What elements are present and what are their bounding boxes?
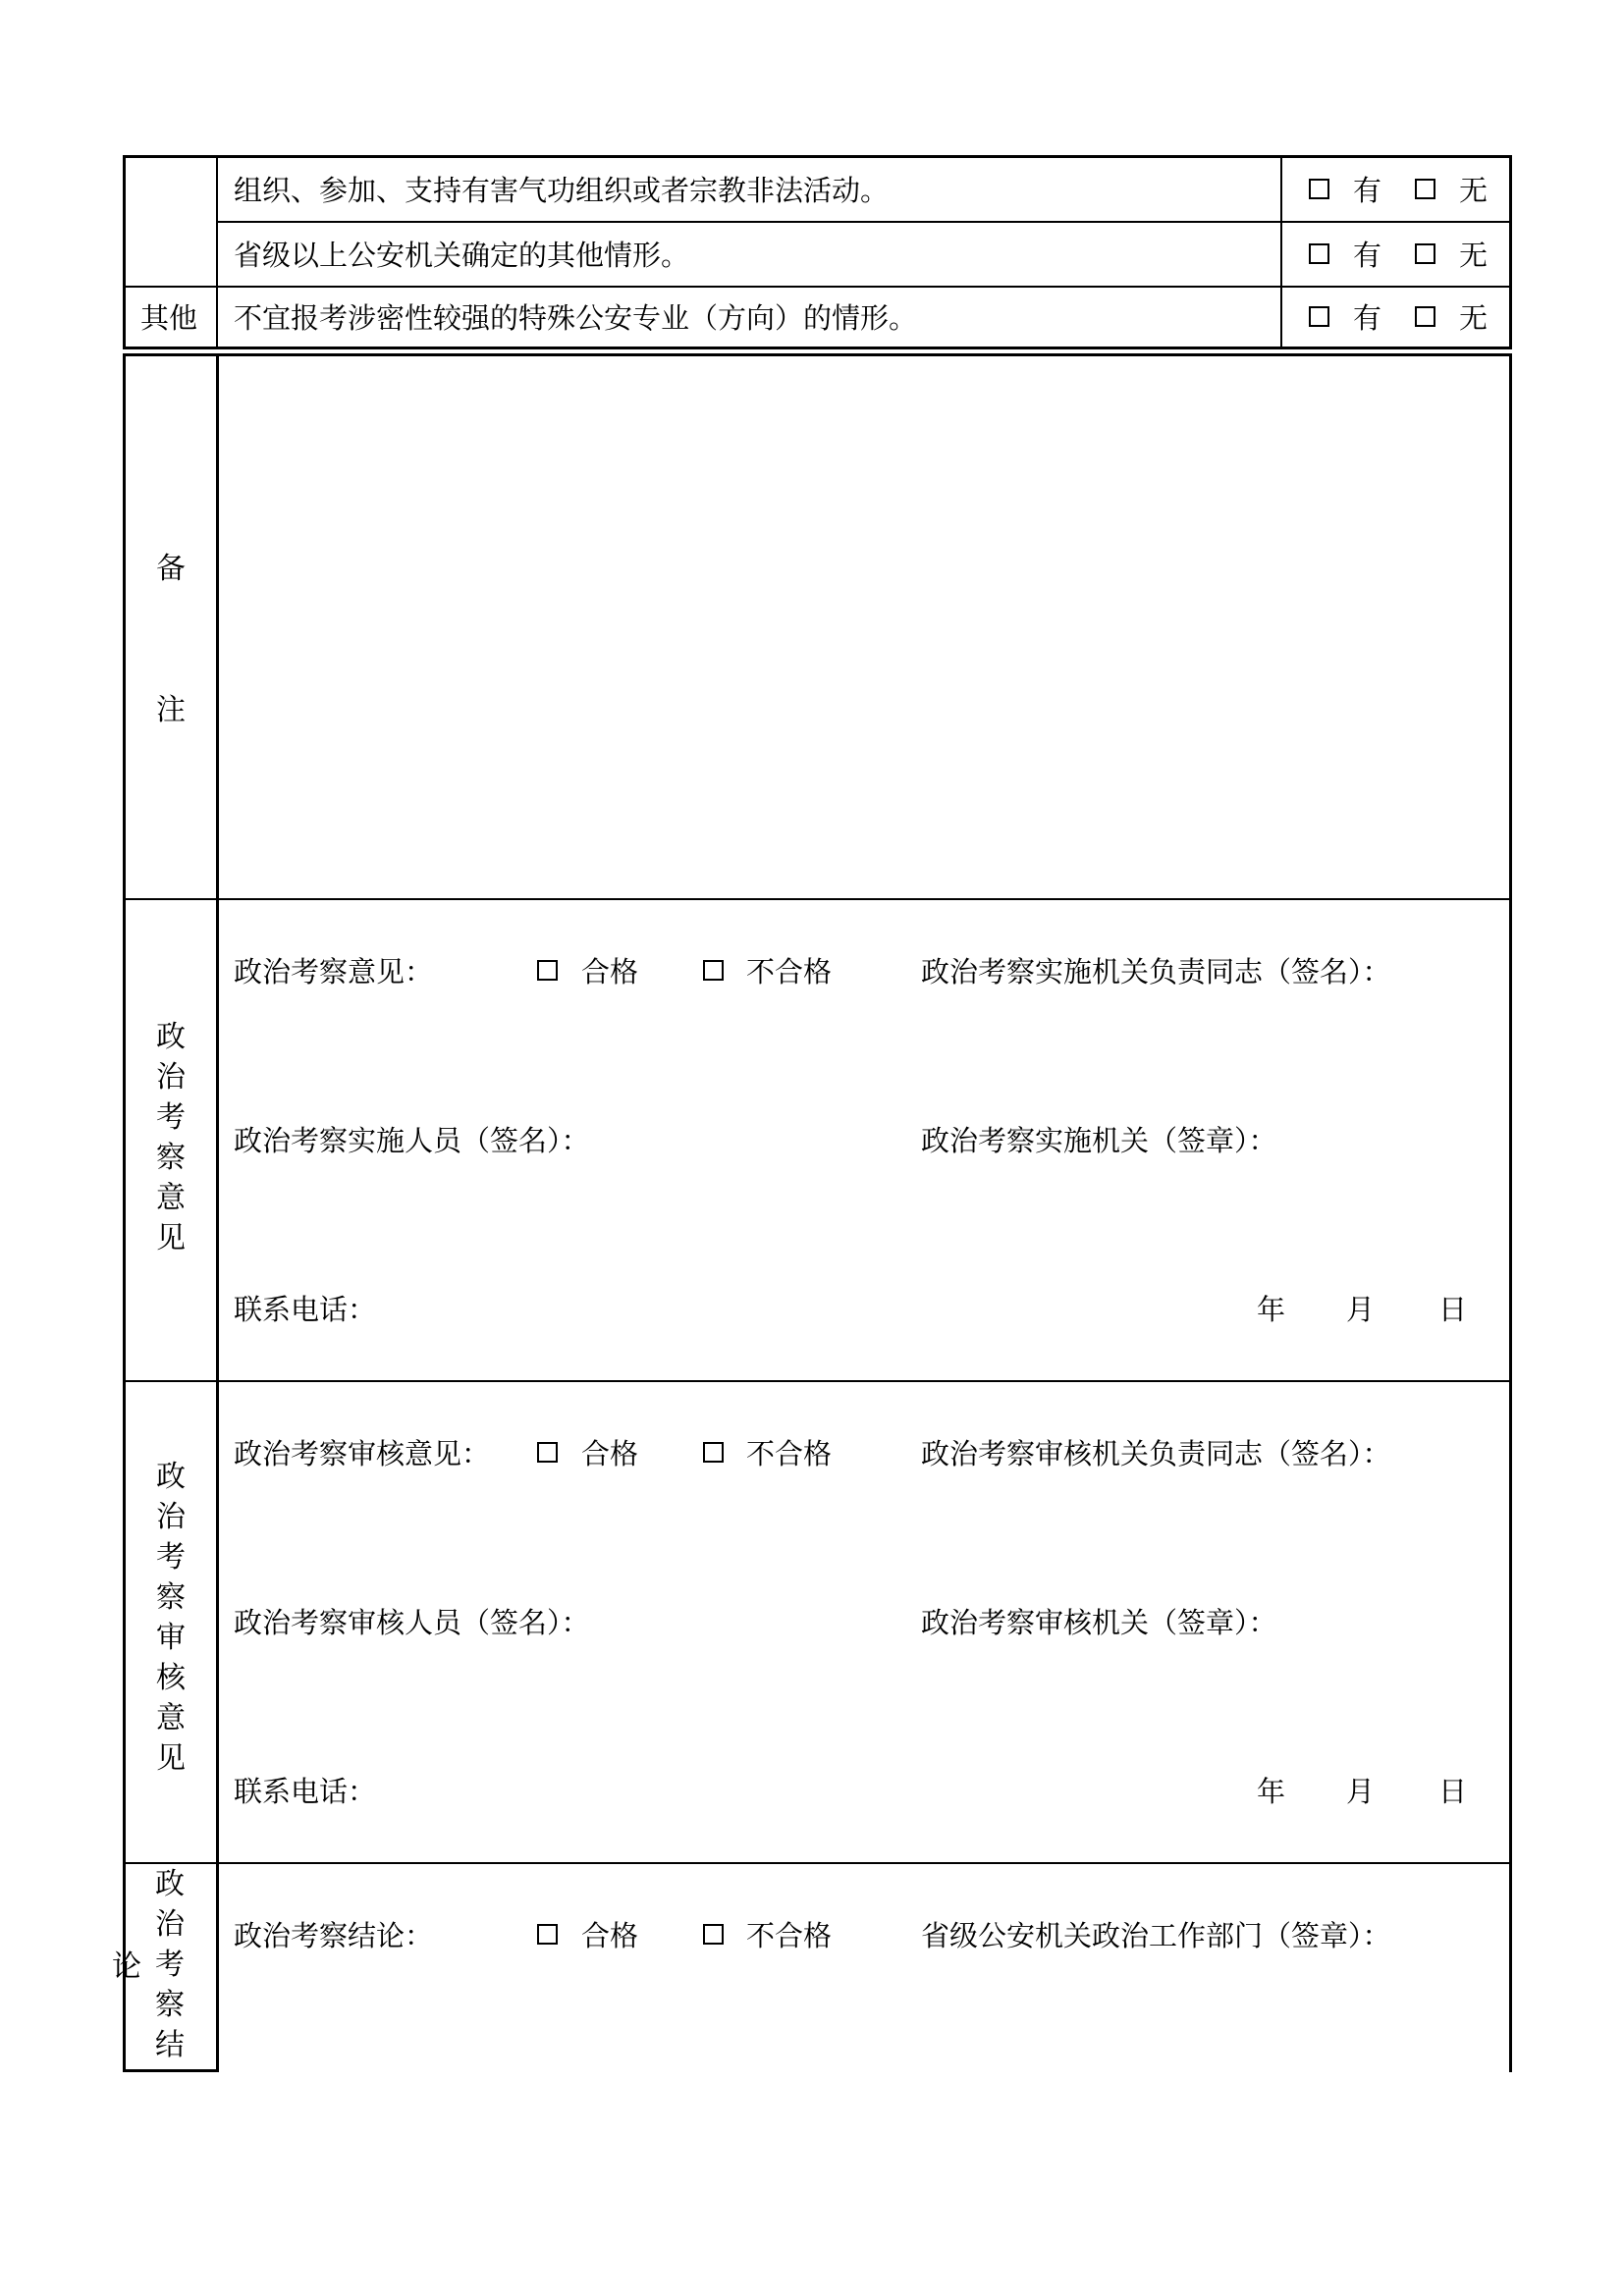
opinion-leader-signature: 政治考察实施机关负责同志（签名）： xyxy=(921,955,1391,988)
remarks-label: 备 注 xyxy=(156,552,186,727)
date-day: 日 xyxy=(1438,1293,1468,1326)
review-pass-checkbox[interactable] xyxy=(537,1442,558,1463)
option-yes-label: 有 xyxy=(1353,239,1382,272)
option-yes-label: 有 xyxy=(1353,301,1382,335)
conclusion-pass-checkbox[interactable] xyxy=(537,1924,558,1945)
checkbox-yes-other-situations[interactable] xyxy=(1309,243,1329,264)
opinion-org-seal: 政治考察实施机关（签章）： xyxy=(921,1124,1277,1157)
pass-label: 合格 xyxy=(581,955,639,988)
conclusion-section-label: 政 治 考 察 结 xyxy=(155,1867,185,2062)
opinion-phone-label: 联系电话： xyxy=(234,1293,377,1326)
fail-label: 不合格 xyxy=(746,1437,833,1470)
option-no-label: 无 xyxy=(1459,239,1489,272)
checkbox-no-qigong[interactable] xyxy=(1415,179,1435,199)
review-leader-signature: 政治考察审核机关负责同志（签名）： xyxy=(921,1437,1391,1470)
date-day: 日 xyxy=(1438,1775,1468,1808)
option-yes-label: 有 xyxy=(1353,174,1382,207)
conclusion-dept-seal: 省级公安机关政治工作部门（签章）： xyxy=(921,1919,1391,1952)
conclusion-label-last-char: 论 xyxy=(112,1949,141,1984)
fail-label: 不合格 xyxy=(746,1919,833,1952)
date-month: 月 xyxy=(1346,1293,1376,1326)
date-month: 月 xyxy=(1346,1775,1376,1808)
review-field-label: 政治考察审核意见： xyxy=(234,1437,491,1470)
pass-label: 合格 xyxy=(581,1437,639,1470)
row-text-qigong: 组织、参加、支持有害气功组织或者宗教非法活动。 xyxy=(234,174,890,207)
row-text-classified-major: 不宜报考涉密性较强的特殊公安专业（方向）的情形。 xyxy=(234,301,918,335)
conclusion-field-label: 政治考察结论： xyxy=(234,1919,434,1952)
review-section-label: 政 治 考 察 审 核 意 见 xyxy=(156,1460,186,1776)
remarks-field[interactable] xyxy=(220,357,1508,897)
checkbox-yes-classified-major[interactable] xyxy=(1309,306,1329,327)
category-label-other: 其他 xyxy=(140,301,198,335)
opinion-pass-checkbox[interactable] xyxy=(537,960,558,981)
option-no-label: 无 xyxy=(1459,174,1489,207)
checkbox-no-other-situations[interactable] xyxy=(1415,243,1435,264)
checkbox-no-classified-major[interactable] xyxy=(1415,306,1435,327)
row-text-other-situations: 省级以上公安机关确定的其他情形。 xyxy=(234,239,690,272)
checkbox-yes-qigong[interactable] xyxy=(1309,179,1329,199)
date-year: 年 xyxy=(1257,1775,1286,1808)
review-staff-signature: 政治考察审核人员（签名）： xyxy=(234,1606,590,1639)
review-org-seal: 政治考察审核机关（签章）： xyxy=(921,1606,1277,1639)
pass-label: 合格 xyxy=(581,1919,639,1952)
review-phone-label: 联系电话： xyxy=(234,1775,377,1808)
conclusion-fail-checkbox[interactable] xyxy=(703,1924,724,1945)
opinion-section-label: 政 治 考 察 意 见 xyxy=(156,1020,186,1255)
option-no-label: 无 xyxy=(1459,301,1489,335)
review-fail-checkbox[interactable] xyxy=(703,1442,724,1463)
opinion-field-label: 政治考察意见： xyxy=(234,955,434,988)
conclusion-label-overflow-clip xyxy=(112,1948,141,1987)
fail-label: 不合格 xyxy=(746,955,833,988)
opinion-staff-signature: 政治考察实施人员（签名）： xyxy=(234,1124,590,1157)
opinion-fail-checkbox[interactable] xyxy=(703,960,724,981)
date-year: 年 xyxy=(1257,1293,1286,1326)
